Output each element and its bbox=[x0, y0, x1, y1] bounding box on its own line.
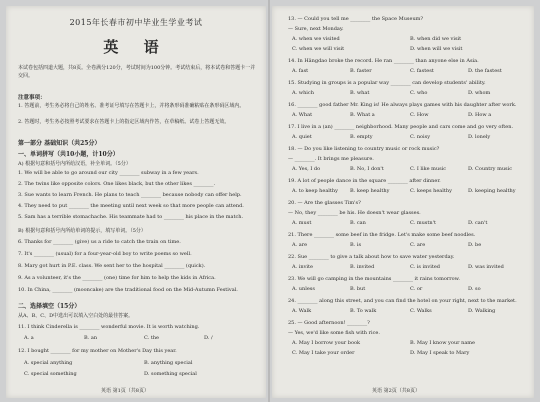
option: C. or bbox=[410, 286, 423, 292]
option: C. noisy bbox=[410, 134, 431, 140]
option: C. when we will visit bbox=[292, 46, 345, 52]
exam-page-left bbox=[6, 6, 266, 398]
notice-item: 2. 答题时，考生务必按照考试要求在答题卡上的指定区域内作答，在草稿纸、试卷上答题无效。 bbox=[18, 119, 230, 125]
option: C. Walks bbox=[410, 308, 432, 314]
option: D. was invited bbox=[468, 264, 504, 270]
exam-page-right bbox=[272, 6, 534, 398]
option: A. fast bbox=[292, 68, 309, 74]
option: B. No, I don't bbox=[350, 166, 384, 172]
question-line: — ________. It brings me pleasure. bbox=[288, 156, 374, 162]
question: 18. — Do you like listening to country music or rock music? bbox=[288, 146, 440, 152]
option: A. quiet bbox=[292, 134, 312, 140]
option: C. mustn't bbox=[410, 220, 436, 226]
option: A. which bbox=[292, 90, 314, 96]
option: C. special something bbox=[24, 371, 77, 377]
option: C. fastest bbox=[410, 68, 434, 74]
question: 16. ________ good father Mr. King is! He always plays games with his daughter after work. bbox=[288, 102, 517, 108]
option: D. keeping healthy bbox=[468, 188, 516, 194]
option: C. the bbox=[144, 335, 160, 341]
option: C. I like music bbox=[410, 166, 447, 172]
option: A. May I borrow your book bbox=[292, 340, 361, 346]
page-footer: 英语 第1页（共8页） bbox=[101, 388, 149, 394]
subsection-heading: 二、选择填空（15分） bbox=[18, 303, 81, 310]
option: B. invited bbox=[350, 264, 375, 270]
option: B. faster bbox=[350, 68, 372, 74]
option: D. lonely bbox=[468, 134, 491, 140]
option: A. unless bbox=[292, 286, 315, 292]
option: D. something special bbox=[144, 371, 197, 377]
question: 14. In Hängdao broke the record. He ran ________ than anyone else in Asia. bbox=[288, 58, 479, 64]
page-footer: 英语 第2页（共8页） bbox=[372, 388, 420, 394]
notice-item: 1. 答题前，考生务必将自己的姓名、准考证号填写在答题卡上，并将条形码准确粘贴在条形码区域内。 bbox=[18, 103, 245, 109]
option: B. keep healthy bbox=[350, 188, 390, 194]
option: D. / bbox=[204, 335, 213, 341]
question: 13. — Could you tell me ________ the Space Museum? bbox=[288, 16, 424, 22]
question: 6. Thanks for ________ (give) us a ride to catch the train on time. bbox=[18, 239, 181, 245]
option: B. What a bbox=[350, 112, 375, 118]
option: A. special anything bbox=[24, 360, 73, 366]
question-line: — Yes, we'd like some fish with rice. bbox=[288, 330, 380, 336]
page-gutter bbox=[268, 0, 270, 402]
option: A. What bbox=[292, 112, 313, 118]
question: 23. We will go camping in the mountains ________ it rains tomorrow. bbox=[288, 276, 460, 282]
option: B. May I know your name bbox=[410, 340, 475, 346]
question-line: — No, they ________ be his. He doesn't wear glasses. bbox=[288, 210, 421, 216]
notice-header: 注意事项： bbox=[18, 95, 46, 101]
option: A. are bbox=[292, 242, 308, 248]
question: 9. As a volunteer, it's the ________ (one) time for him to help the kids in Africa. bbox=[18, 275, 216, 281]
question: 7. It's ________ (usual) for a four-year-old boy to write poems so well. bbox=[18, 251, 192, 257]
option: A. to keep healthy bbox=[292, 188, 338, 194]
question: 1. We will be able to go around our city ________ subway in a few years. bbox=[18, 170, 199, 176]
option: A. invite bbox=[292, 264, 314, 270]
option: B. when did we visit bbox=[410, 36, 462, 42]
question: 15. Studying in groups is a popular way ________ can develop students' ability. bbox=[288, 80, 486, 86]
question: 3. Sue wants to learn French. He plans to teach ________ because nobody can offer help. bbox=[18, 192, 242, 198]
question: 22. Sue ________ to give a talk about how to save water yesterday. bbox=[288, 254, 455, 260]
question: 4. They need to put ________ the meeting until next week so that more people can attend. bbox=[18, 203, 244, 209]
question: 11. I think Cinderella is ________ wonderful movie. It is worth watching. bbox=[18, 324, 200, 330]
option: D. the fastest bbox=[468, 68, 502, 74]
option: D. How a bbox=[468, 112, 492, 118]
option: D. when will we visit bbox=[410, 46, 463, 52]
question: 5. Sam has a terrible stomachache. His teammate had to ________ his place in the match. bbox=[18, 214, 244, 220]
option: C. is invited bbox=[410, 264, 440, 270]
instruction: B) 根据句意和括号内所给单词的提示，填写单词。（5分） bbox=[18, 228, 146, 234]
option: B. can bbox=[350, 220, 366, 226]
question: 17. I live in a (an) ________ neighborhood. Many people and cars come and go very often. bbox=[288, 124, 514, 130]
option: D. whom bbox=[468, 90, 491, 96]
question-line: — Sure, next Monday. bbox=[288, 26, 344, 32]
option: B. but bbox=[350, 286, 366, 292]
option: B. empty bbox=[350, 134, 373, 140]
question: 12. I bought ________ for my mother on Mother's Day this year. bbox=[18, 348, 177, 354]
question: 20. — Are the glasses Tim's? bbox=[288, 200, 361, 206]
section-heading: 第一部分 基础知识（共25分） bbox=[18, 140, 101, 147]
option: D. so bbox=[468, 286, 481, 292]
option: A. when we visited bbox=[292, 36, 340, 42]
option: D. can't bbox=[468, 220, 488, 226]
subsection-heading: 一、单词拼写（共10小题，计10分） bbox=[18, 151, 119, 158]
option: B. what bbox=[350, 90, 370, 96]
option: B. anything special bbox=[144, 360, 193, 366]
instruction: 从A、B、C、D中选出可以填入空白处的最佳答案。 bbox=[18, 313, 134, 319]
question: 8. Mary got hurt in P.E. class. We sent her to the hospital ________ (quick). bbox=[18, 263, 206, 269]
exam-title: 2015年长春市初中毕业生学业考试 bbox=[69, 18, 203, 27]
option: D. Walking bbox=[468, 308, 496, 314]
subject-title: 英 语 bbox=[103, 38, 169, 56]
option: D. May I speak to Mary bbox=[410, 350, 470, 356]
option: C. are bbox=[410, 242, 426, 248]
option: D. be bbox=[468, 242, 482, 248]
option: B. is bbox=[350, 242, 362, 248]
option: B. an bbox=[84, 335, 98, 341]
option: C. May I take your order bbox=[292, 350, 355, 356]
option: A. Yes, I do bbox=[292, 166, 321, 172]
question: 2. The twins like opposite colors. One likes black, but the other likes ________. bbox=[18, 181, 216, 187]
question: 19. A lot of people dance in the square ________ after dinner. bbox=[288, 178, 441, 184]
question: 25. — Good afternoon! ________? bbox=[288, 320, 370, 326]
option: A. Walk bbox=[292, 308, 312, 314]
exam-intro: 本试卷包括四道大题，共8页。全卷满分120分，考试时间为100分钟。考试结束后，将本试卷和答题卡一并交回。 bbox=[18, 65, 256, 79]
option: D. Country music bbox=[468, 166, 513, 172]
option: C. How bbox=[410, 112, 429, 118]
question: 10. In China, ________ (mooncake) are the traditional food on the Mid-Autumn Festival. bbox=[18, 287, 238, 293]
option: A. a bbox=[24, 335, 34, 341]
question: 21. There ________ some beef in the fridge. Let's make some beef noodles. bbox=[288, 232, 476, 238]
option: C. who bbox=[410, 90, 428, 96]
option: C. keeps healthy bbox=[410, 188, 452, 194]
option: A. must bbox=[292, 220, 312, 226]
instruction: A) 根据句意和括号内所给汉语，补全单词。（5分） bbox=[18, 161, 131, 167]
question: 24. ________ along this street, and you can find the hotel on your right, next to the market. bbox=[288, 298, 517, 304]
option: B. To walk bbox=[350, 308, 377, 314]
